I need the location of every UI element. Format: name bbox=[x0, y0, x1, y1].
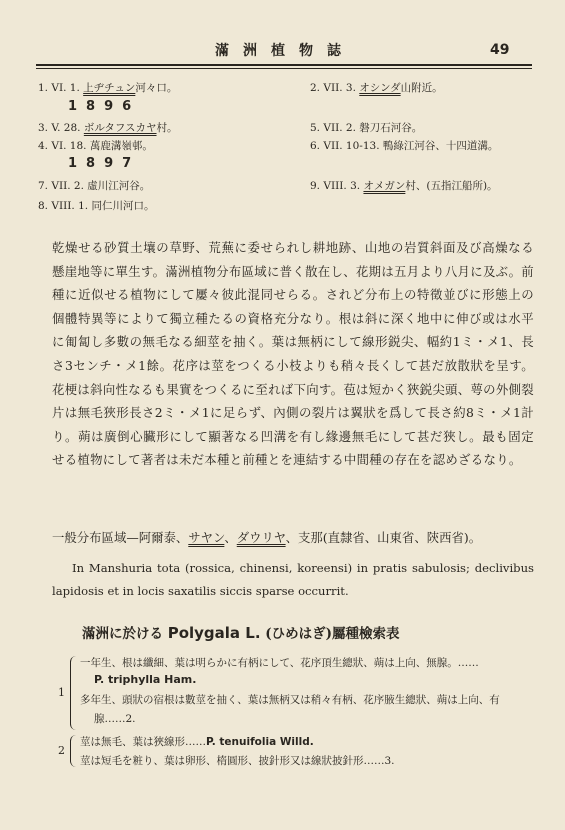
record-place: 磐刀石河谷。 bbox=[359, 122, 423, 134]
record-2 bbox=[310, 80, 443, 95]
record-date: VIII. 3. bbox=[323, 180, 361, 192]
record-place: 山附近。 bbox=[400, 82, 443, 94]
distribution-place-sayan: サヤン bbox=[188, 530, 225, 545]
key-line-2b: 莖は短毛を粧り、葉は卵形、楕圓形、披針形又は線狀披針形……3. bbox=[80, 755, 395, 767]
distribution-place-dauria: ダウリヤ bbox=[236, 530, 286, 545]
record-num: 7. bbox=[38, 180, 49, 192]
record-place: 萬鹿溝嶺邨。 bbox=[89, 140, 153, 152]
record-num: 5. bbox=[310, 122, 321, 134]
key-brace-1 bbox=[70, 656, 79, 730]
year-heading-1896: 1896 bbox=[68, 99, 141, 114]
record-place: 村。 bbox=[156, 122, 178, 134]
record-9 bbox=[310, 178, 498, 193]
record-place: 村、(五指江船所)。 bbox=[405, 180, 498, 192]
distribution-separator: 、 bbox=[224, 530, 237, 545]
record-place: 同仁川河口。 bbox=[91, 200, 155, 212]
page-number: 49 bbox=[490, 42, 510, 58]
key-line-1a: 一年生、根は纖細、葉は明らかに有柄にして、花序頂生總狀、蒴は上向、無腺。…… bbox=[80, 657, 479, 669]
record-date: V. 28. bbox=[51, 122, 81, 134]
record-5 bbox=[310, 120, 422, 135]
distribution-rest: 、支那(直隸省、山東省、陝西省)。 bbox=[285, 530, 482, 545]
record-place: 鴨綠江河谷、十四道溝。 bbox=[382, 140, 499, 152]
record-place: 虛川江河谷。 bbox=[87, 180, 151, 192]
header-rule-thin bbox=[36, 68, 532, 69]
record-7 bbox=[38, 178, 150, 193]
key-line-1d: 腺……2. bbox=[94, 713, 136, 725]
record-date: VI. 1. bbox=[51, 82, 80, 94]
record-date: VI. 18. bbox=[51, 140, 87, 152]
record-place-underlined: 上ヂチュン bbox=[83, 82, 136, 94]
record-place: 河々口。 bbox=[135, 82, 178, 94]
record-num: 6. bbox=[310, 140, 321, 152]
key-number-2: 2 bbox=[58, 744, 65, 757]
record-place-underlined: ボルタフスカヤ bbox=[83, 122, 157, 134]
record-num: 2. bbox=[310, 82, 321, 94]
key-title-prefix: 滿洲に於ける bbox=[82, 626, 163, 642]
page-header-title: 滿洲植物誌 bbox=[215, 43, 355, 59]
record-num: 3. bbox=[38, 122, 49, 134]
record-num: 1. bbox=[38, 82, 49, 94]
record-date: VIII. 1. bbox=[51, 200, 89, 212]
key-line-2a bbox=[80, 734, 314, 749]
key-species-tenuifolia: P. tenuifolia Willd. bbox=[206, 736, 314, 748]
record-date: VII. 2. bbox=[323, 122, 356, 134]
record-4 bbox=[38, 138, 153, 153]
description-paragraph: 乾燥せる砂質土壤の草野、荒蕪に委せられし耕地跡、山地の岩質斜面及び高燥なる懸崖地等に單生す。滿洲植物分布區域に普く散在し、花期は五月より八月に及ぶ。前種に近似せる植物にして屢々彼此混同せらる。されど分布上の特徵並びに形態上の個體特異等によりて獨立種たるの資格充分なり。根は斜に深く地中に伸び或は水平に匍匐し多數の無毛なる細莖を抽く。葉は無柄にして線形鋭尖、幅約1ミ・メ1、長さ3センチ・メ1餘。花序は莖をつくる小枝よりも稍々長くして甚だ放散狀を呈す。花梗は斜向性なるも果實をつくるに至れば下向す。苞は短かく狹鋭尖頭、萼の外側裂片は無毛狹形長さ2ミ・メ1に足らず、內側の裂片は翼狀を爲して長さ約8ミ・メ1計り。蒴は廣倒心臟形にして顯著なる凹溝を有し緣邊無毛にして甚だ狹し。最も固定せる植物にして著者は未だ本種と前種とを連結する中間種の存在を認めざるなり。 bbox=[52, 240, 534, 468]
distribution-line bbox=[52, 528, 534, 546]
key-brace-2 bbox=[70, 735, 79, 767]
record-num: 4. bbox=[38, 140, 49, 152]
record-place-underlined: オメガン bbox=[363, 180, 406, 192]
key-number-1: 1 bbox=[58, 686, 65, 699]
key-title bbox=[82, 622, 400, 642]
key-title-suffix: (ひめはぎ)屬種檢索表 bbox=[265, 626, 400, 642]
key-line-1c: 多年生、頭狀の宿根は數莖を抽く、葉は無柄又は稍々有柄、花序腋生總狀、蒴は上向、有 bbox=[80, 694, 500, 706]
record-1 bbox=[38, 80, 177, 95]
record-place-underlined: オシンダ bbox=[359, 82, 401, 94]
record-date: VII. 2. bbox=[51, 180, 84, 192]
record-num: 8. bbox=[38, 200, 49, 212]
record-8 bbox=[38, 198, 154, 213]
year-heading-1897: 1897 bbox=[68, 156, 141, 171]
record-num: 9. bbox=[310, 180, 321, 192]
distribution-lead: 一般分布區域—阿爾泰、 bbox=[52, 530, 189, 545]
key-title-genus: Polygala L. bbox=[167, 624, 261, 642]
record-6 bbox=[310, 138, 498, 153]
record-date: VII. 10-13. bbox=[323, 140, 380, 152]
record-date: VII. 3. bbox=[323, 82, 356, 94]
key-species-triphylla: P. triphylla Ham. bbox=[94, 673, 197, 686]
key-line-2a-text: 莖は無毛、葉は狹線形…… bbox=[80, 736, 206, 748]
header-rule bbox=[36, 64, 532, 66]
latin-distribution: In Manshuria tota (rossica, chinensi, koreensi) in pratis sabulosis; declivibus lapidosis et in locis saxatilis siccis sparse occurrit. bbox=[52, 561, 534, 598]
record-3 bbox=[38, 120, 178, 135]
